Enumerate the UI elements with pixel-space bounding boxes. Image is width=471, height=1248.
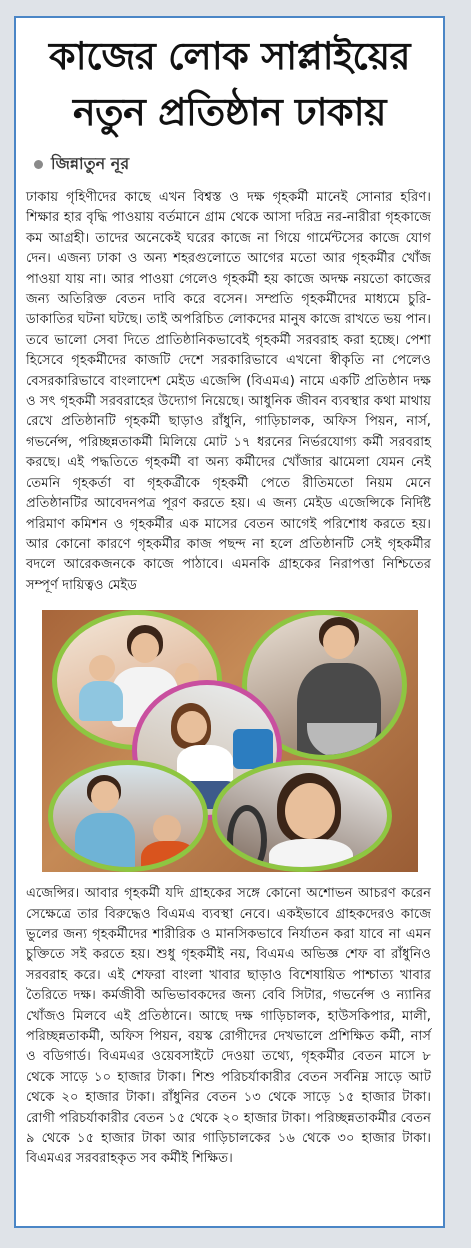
article-paragraph-2: এজেন্সির। আবার গৃহকর্মী যদি গ্রাহকের সঙ্গে কোনো অশোভন আচরণ করেন সেক্ষেত্রে তার বিরুদ্ধেও বিএমএ ব্যবস্থা নেবে। একইভাবে গ্রাহকদেরও কাজে ভুলের জন্য গৃহকর্মীদের শারীরিক ও মানসিকভাবে নির্যাতন করা যাবে না এমন চুক্তিতে সই করতে হয়। শুধু গৃহকর্মীই নয়, বিএমএ অভিজ্ঞ শেফ বা রাঁধুনিও সরবরাহ করে। এই শেফরা বাংলা খাবার ছাড়াও বিশেষায়িত পাশ্চাত্য খাবার তৈরিতে দক্ষ। কর্মজীবী অভিভাবকদের জন্য বেবি সিটার, গভর্নেন্স ও ন্যানির খোঁজও মিলবে এই প্রতিষ্ঠানে। আছে দক্ষ গাড়িচালক, হাউসকিপার, মালী, পরিচ্ছন্নতাকর্মী, অফিস পিয়ন, বয়স্ক রোগীদের দেখভালে প্রশিক্ষিত কর্মী, নার্স ও বডিগার্ড। বিএমএর ওয়েবসাইটে দেওয়া তথ্যে, গৃহকর্মীর বেতন মাসে ৮ থেকে সাড়ে ১০ হাজার টাকা। শিশু পরিচর্যাকারীর বেতন সর্বনিম্ন সাড়ে আট থেকে ২০ হাজার টাকা। রাঁধুনির বেতন ১৩ থেকে সাড়ে ১৫ হাজার টাকা। রোগী পরিচর্যাকারীর বেতন ১৫ থেকে ২০ হাজার টাকা। পরিচ্ছন্নতাকর্মীর বেতন ৯ থেকে ১৫ হাজার টাকা আর গাড়িচালকের ১৬ থেকে ৩০ হাজার টাকা। বিএমএর সরবরাহকৃত সব কর্মীই শিক্ষিত। bbox=[26, 886, 431, 1167]
headline bbox=[16, 28, 443, 140]
article-photo-collage bbox=[42, 610, 418, 872]
photo-nurse-elderly bbox=[48, 760, 208, 872]
headline-line-2: নতুন প্রতিষ্ঠান ঢাকায় bbox=[72, 90, 387, 134]
photo-woman-driver bbox=[212, 760, 392, 872]
headline-line-1: কাজের লোক সাপ্লাইয়ের bbox=[49, 34, 410, 78]
article-frame bbox=[14, 16, 445, 1228]
article-paragraph-1: ঢাকায় গৃহিণীদের কাছে এখন বিশ্বস্ত ও দক্ষ গৃহকর্মী মানেই সোনার হরিণ। শিক্ষার হার বৃদ্ধি পাওয়ায় বর্তমানে গ্রাম থেকে আসা দরিদ্র নর-নারীরা গৃহকাজে কম আগ্রহী। তাদের অনেকেই ঘরের কাজে না গিয়ে গার্মেন্টসের কাজে যোগ দেন। এজন্য ঢাকা ও অন্য শহরগুলোতে আগের মতো আর গৃহকর্মীর খোঁজ পাওয়া যায় না। আর পাওয়া গেলেও গৃহকর্মী হয় কাজে অদক্ষ নয়তো কাজের জন্য অতিরিক্ত বেতন দাবি করে বসেন। সম্প্রতি গৃহকর্মীদের মাধ্যমে চুরি-ডাকাতির ঘটনা ঘটছে। তাই অপরিচিত লোকদের মানুষ কাজে রাখতে ভয় পান। তবে ভালো সেবা দিতে প্রাতিষ্ঠানিকভাবেই গৃহকর্মী সরবরাহ করা হচ্ছে। পেশা হিসেবে গৃহকর্মীদের কাজটি দেশে সরকারিভাবে এখনো স্বীকৃতি না পেলেও বেসরকারিভাবে বাংলাদেশ মেইড এজেন্সি (বিএমএ) নামে একটি প্রতিষ্ঠান দক্ষ ও সৎ গৃহকর্মী সরবরাহের উদ্যোগ নিয়েছে। আধুনিক জীবন ব্যবস্থার কথা মাথায় রেখে প্রতিষ্ঠানটি গৃহকর্মী ছাড়াও রাঁধুনি, গাড়িচালক, অফিস পিয়ন, নার্স, গভর্নেন্স, পরিচ্ছন্নতাকর্মী মিলিয়ে মোট ১৭ ধরনের নির্ভরযোগ্য কর্মী সরবরাহ করছে। এই পদ্ধতিতে গৃহকর্মী বা অন্য কর্মীদের খোঁজার ঝামেলা যেমন নেই তেমনি গৃহকর্তা বা গৃহকর্ত্রীকে গৃহকর্মী পেতে রীতিমতো নিয়ম মেনে প্রতিষ্ঠানটির আবেদনপত্র পূরণ করতে হয়। এ জন্য মেইড এজেন্সিকে নির্দিষ্ট পরিমাণ কমিশন ও গৃহকর্মীর এক মাসের বেতন আগেই পরিশোধ করতে হয়। আর কোনো কারণে গৃহকর্মীর কাজ পছন্দ না হলে প্রতিষ্ঠানটি সেই গৃহকর্মীর বদলে আরেকজনকে কাজে পাঠাবে। এমনকি গ্রাহকের নিরাপত্তা নিশ্চিতের সম্পূর্ণ দায়িত্বও মেইড bbox=[26, 190, 431, 593]
byline bbox=[34, 152, 443, 176]
bullet-icon bbox=[34, 160, 43, 169]
author-name: জিন্নাতুন নূর bbox=[51, 153, 130, 173]
